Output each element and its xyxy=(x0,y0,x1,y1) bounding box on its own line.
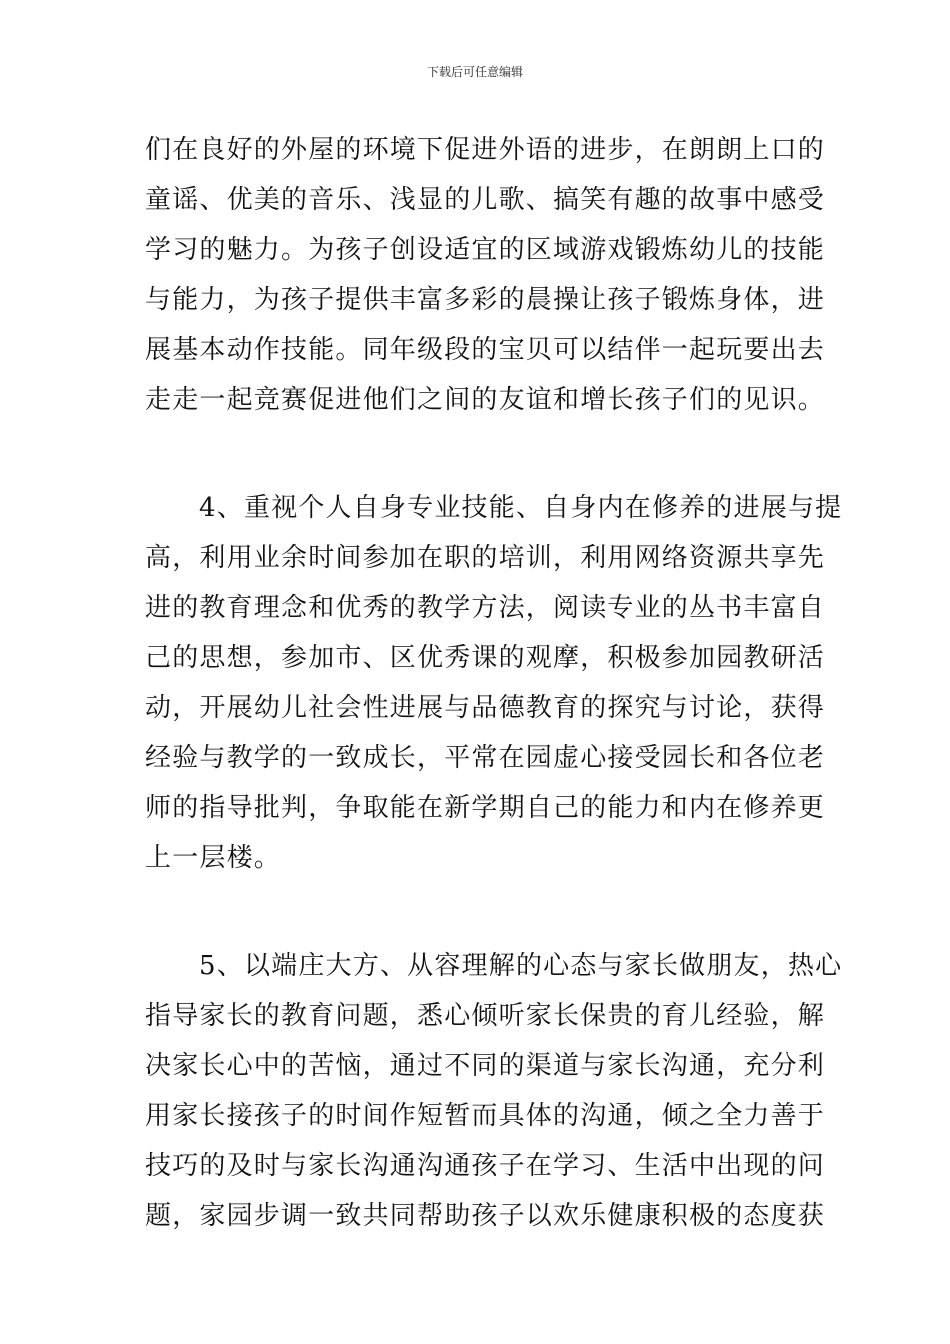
text-line: 动，开展幼儿社会性进展与品德教育的探究与讨论，获得 xyxy=(145,693,826,723)
text-line: 上一层楼。 xyxy=(145,843,282,873)
text-line: 进的教育理念和优秀的教学方法，阅读专业的丛书丰富自 xyxy=(145,593,826,623)
text-line: 们在良好的外屋的环境下促进外语的进步，在朗朗上口的 xyxy=(145,135,826,165)
text-line: 题，家园步调一致共同帮助孩子以欢乐健康积极的态度获 xyxy=(145,1201,826,1231)
text-line: 走走一起竞赛促进他们之间的友谊和增长孩子们的见识。 xyxy=(145,385,826,415)
paragraph-item-5 xyxy=(145,941,843,1241)
document-body xyxy=(145,125,843,1241)
text-line: 用家长接孩子的时间作短暂而具体的沟通，倾之全力善于 xyxy=(145,1101,826,1131)
text-line: 童谣、优美的音乐、浅显的儿歌、搞笑有趣的故事中感受 xyxy=(145,185,826,215)
text-line: 与能力，为孩子提供丰富多彩的晨操让孩子锻炼身体，进 xyxy=(145,285,826,315)
page-header: 下载后可任意编辑 xyxy=(426,65,523,79)
text-line: 师的指导批判，争取能在新学期自己的能力和内在修养更 xyxy=(145,793,826,823)
text-line: 5、以端庄大方、从容理解的心态与家长做朋友，热心 xyxy=(199,951,843,981)
text-line: 4、重视个人自身专业技能、自身内在修养的进展与提 xyxy=(199,493,843,523)
text-line: 高，利用业余时间参加在职的培训，利用网络资源共享先 xyxy=(145,543,826,573)
text-line: 决家长心中的苦恼，通过不同的渠道与家长沟通，充分利 xyxy=(145,1051,826,1081)
text-line: 己的思想，参加市、区优秀课的观摩，积极参加园教研活 xyxy=(145,643,826,673)
text-line: 学习的魅力。为孩子创设适宜的区域游戏锻炼幼儿的技能 xyxy=(145,235,826,265)
paragraph-continuation xyxy=(145,125,826,425)
text-line: 指导家长的教育问题，悉心倾听家长保贵的育儿经验，解 xyxy=(145,1001,826,1031)
text-line: 展基本动作技能。同年级段的宝贝可以结伴一起玩要出去 xyxy=(145,335,826,365)
paragraph-item-4 xyxy=(145,483,843,883)
text-line: 经验与教学的一致成长，平常在园虚心接受园长和各位老 xyxy=(145,743,826,773)
text-line: 技巧的及时与家长沟通沟通孩子在学习、生活中出现的问 xyxy=(145,1151,826,1181)
